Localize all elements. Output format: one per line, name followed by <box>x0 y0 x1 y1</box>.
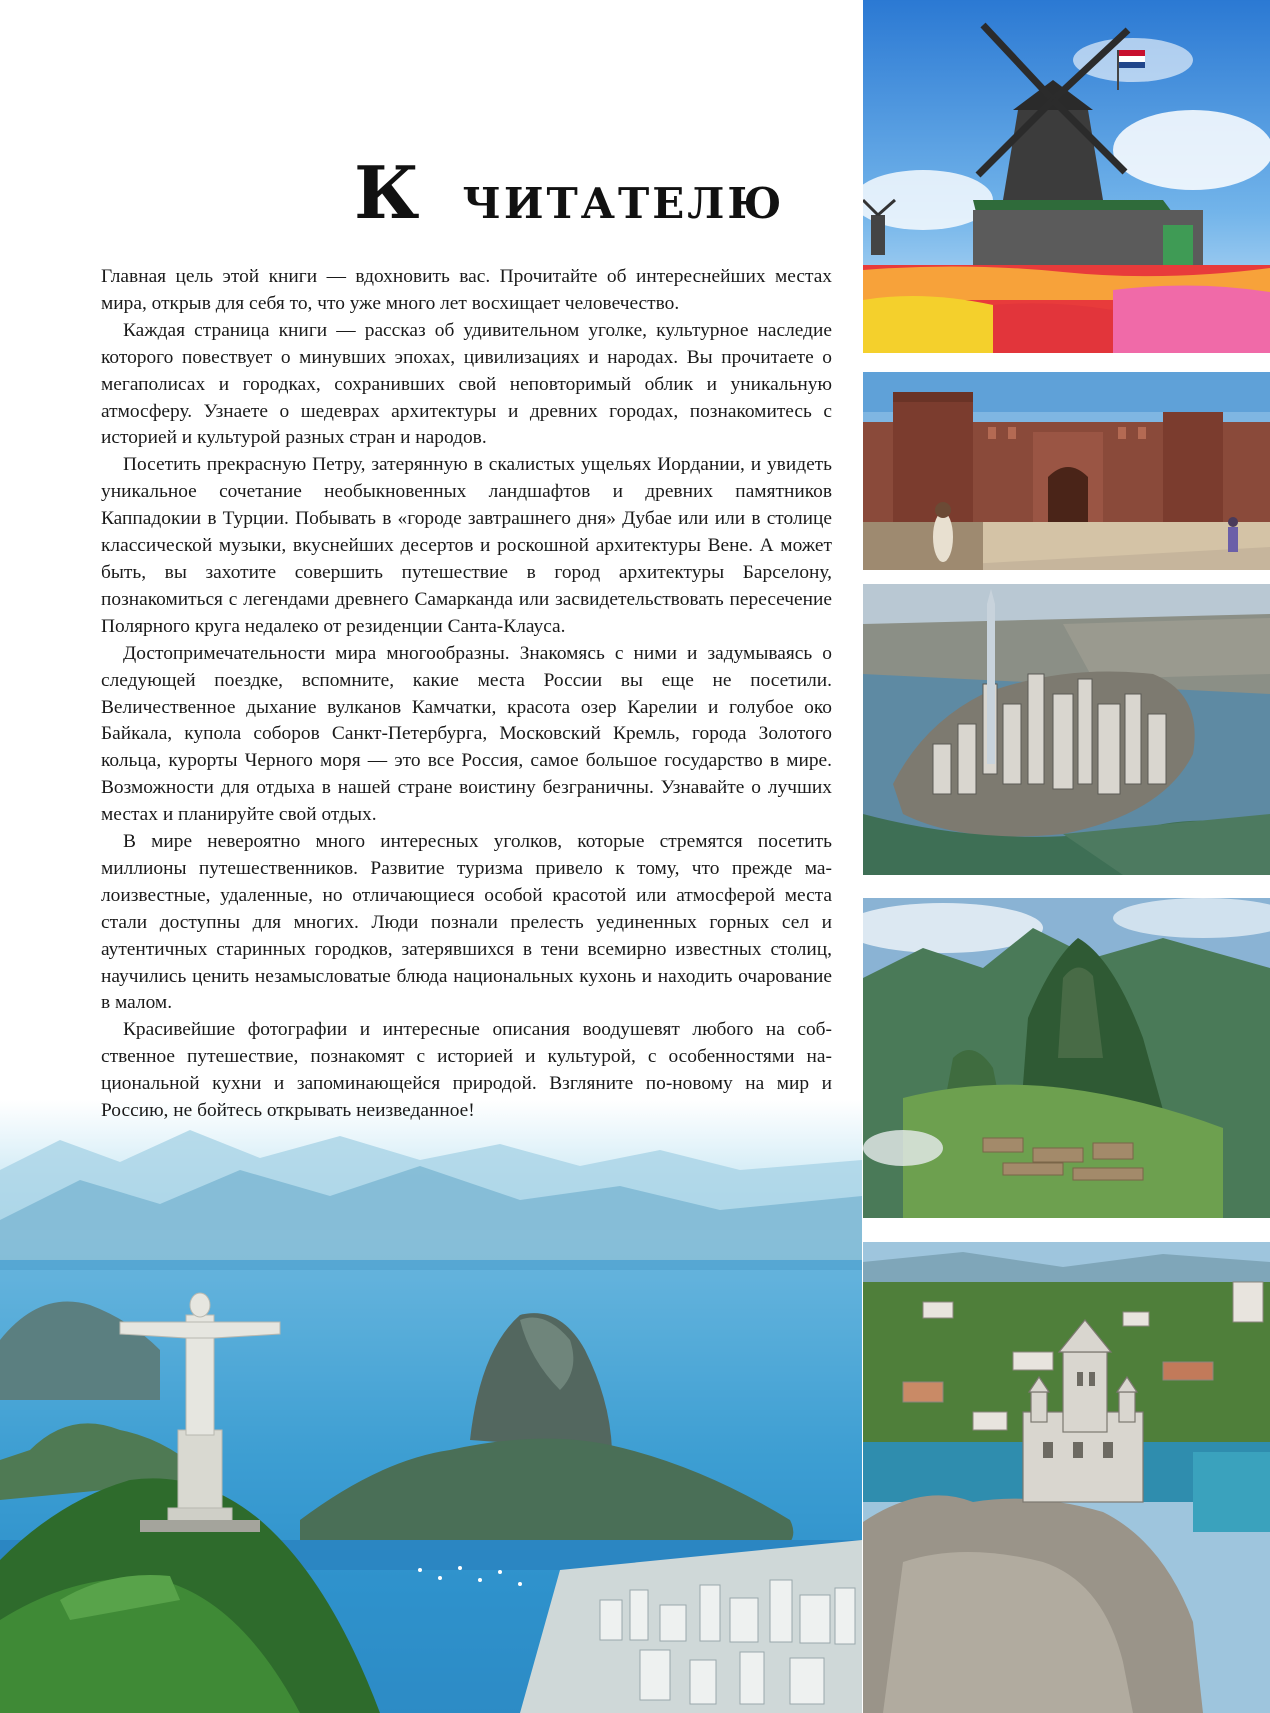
title-rest: читателю <box>462 163 785 233</box>
paragraph: Главная цель этой книги — вдохновить вас. Прочитайте об интереснейших местах мира, открыв для себя то, что уже много лет восхищает человечество. <box>101 266 832 314</box>
swallows-nest-castle-photo <box>863 1242 1270 1713</box>
manhattan-aerial-photo <box>863 584 1270 875</box>
windmill-tulips-photo <box>863 0 1270 353</box>
intro-text <box>101 264 832 1125</box>
rio-panorama-illustration <box>0 1100 862 1713</box>
rio-de-janeiro-panorama-photo <box>0 1100 862 1713</box>
page-title <box>354 150 834 235</box>
title-first-letter: К <box>354 150 423 235</box>
paragraph: Красивейшие фотографии и интересные описания воодушевят любого на собственное путешествие, познакомят с историей и культурой, с особенностями национальной кухни и запоминающейся природой. Взгляните по-новому на мир и Россию, не бойтесь открывать неизведанное! <box>101 1019 832 1122</box>
red-fort-photo <box>863 372 1270 570</box>
machu-picchu-photo <box>863 898 1270 1218</box>
paragraph: Каждая страница книги — рассказ об удивительном уголке, культурное наследие которого повествует о минувших эпохах, цивилизациях и народах. Вы прочитаете о мегаполисах и городках, сохранивших свой неповторимый облик и уникальную атмосферу. Узнаете о шедеврах архитектуры и древних городах, познакомитесь с историей и культурой разных стран и народов. <box>101 319 832 449</box>
paragraph: Достопримечательности мира многообразны. Знакомясь с ними и задумываясь о следующей поездке, вспомните, какие места России вы еще не посетили. Величественное дыхание вулканов Камчатки, красота озер Карелии и голубое око Байкала, купола соборов Санкт-Петербурга, Московский Кремль, города Золотого кольца, курорты Черного моря — это все Россия, самое большое государство в мире. Возможности для отдыха в нашей стране воистину безграничны. Узнавайте о лучших местах и планируйте свой отдых. <box>101 642 832 826</box>
paragraph: Посетить прекрасную Петру, затерянную в скалистых ущельях Иордании, и увидеть уникальное сочетание необыкновенных ландшафтов и древних памятников Каппадокии в Турции. Побывать в «городе завтрашнего дня» Дубае или или в столице классической музыки, вкуснейших десертов и роскошной архитектуры Вене. А может быть, вы захотите совершить путешествие в город архитектуры Барселону, познакомиться с легендами древнего Самарканда или засвидетельствовать пересечение Полярного круга недалеко от резиденции Санта-Клауса. <box>101 454 832 637</box>
paragraph: В мире невероятно много интересных уголков, которые стремятся посетить миллионы путешественников. Развитие туризма привело к тому, что прежде малоизвестные, удаленные, но отличающиеся особой красотой или атмосферой места стали доступны для многих. Люди познали прелесть уединенных горных сел и аутентичных старинных городков, затерявшихся в тени всемирно известных столиц, научились ценить незамысловатые блюда национальных кухонь и находить очарование в малом. <box>101 831 832 1014</box>
